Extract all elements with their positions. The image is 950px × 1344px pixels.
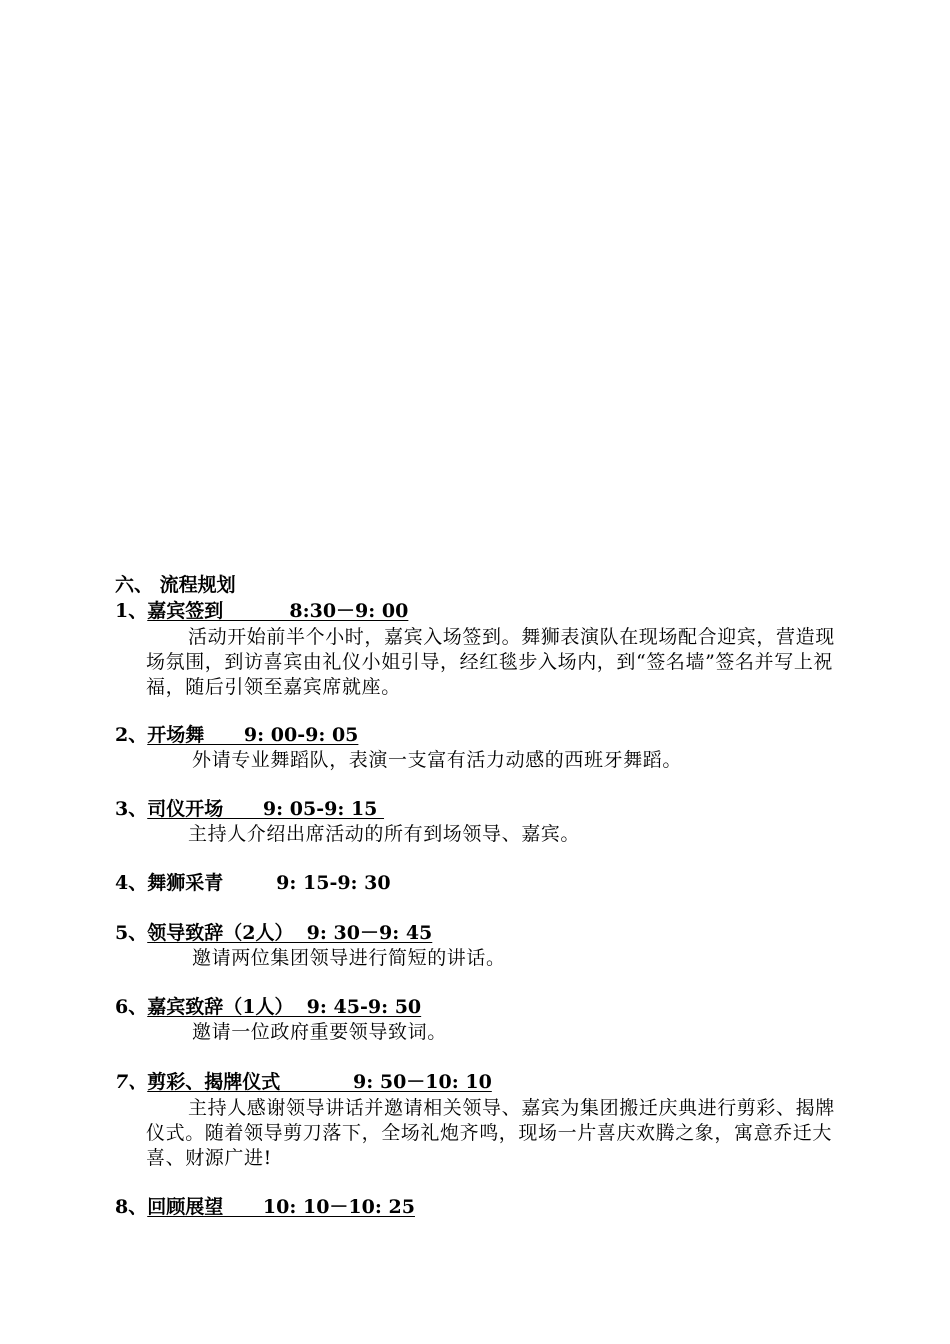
item-heading-line xyxy=(115,598,408,624)
item-description: 邀请一位政府重要领导致词。 xyxy=(192,1021,447,1043)
item-heading-line xyxy=(115,722,358,748)
item-heading: 开场舞 9: 00-9: 05 xyxy=(147,724,359,746)
item-number: 4、 xyxy=(115,872,148,894)
item-description: 邀请两位集团领导进行简短的讲话。 xyxy=(192,947,506,969)
item-number: 1、 xyxy=(115,600,148,622)
item-heading-line xyxy=(115,796,384,822)
item-number: 2、 xyxy=(115,724,148,746)
item-number: 7、 xyxy=(115,1071,148,1093)
item-heading: 领导致辞（2人） 9: 30－9: 45 xyxy=(147,922,433,944)
item-number: 6、 xyxy=(115,996,148,1018)
item-heading: 嘉宾签到 8:30－9: 00 xyxy=(147,600,409,622)
item-heading: 剪彩、揭牌仪式 9: 50－10: 10 xyxy=(147,1071,492,1093)
item-number: 3、 xyxy=(115,798,148,820)
item-heading-line xyxy=(115,1194,415,1220)
item-description: 活动开始前半个小时，嘉宾入场签到。舞狮表演队在现场配合迎宾，营造现场氛围，到访喜宾由礼仪小姐引导，经红毯步入场内，到“签名墙”签名并写上祝福，随后引领至嘉宾席就座。 xyxy=(146,626,835,698)
item-heading: 司仪开场 9: 05-9: 15 xyxy=(147,798,385,820)
item-heading-line xyxy=(115,994,421,1020)
item-heading-line xyxy=(115,870,391,896)
item-heading: 舞狮采青 9: 15-9: 30 xyxy=(147,872,391,894)
item-heading: 回顾展望 10: 10－10: 25 xyxy=(147,1196,415,1218)
item-description: 主持人感谢领导讲话并邀请相关领导、嘉宾为集团搬迁庆典进行剪彩、揭牌仪式。随着领导剪刀落下，全场礼炮齐鸣，现场一片喜庆欢腾之象，寓意乔迁大喜、财源广进! xyxy=(146,1097,835,1169)
item-heading: 嘉宾致辞（1人） 9: 45-9: 50 xyxy=(147,996,422,1018)
section-title: 六、 流程规划 xyxy=(115,574,236,596)
item-number: 8、 xyxy=(115,1196,148,1218)
item-description: 外请专业舞蹈队，表演一支富有活力动感的西班牙舞蹈。 xyxy=(192,749,683,771)
item-number: 5、 xyxy=(115,922,148,944)
item-description: 主持人介绍出席活动的所有到场领导、嘉宾。 xyxy=(188,823,581,845)
item-heading-line xyxy=(115,920,432,946)
item-heading-line xyxy=(115,1069,492,1095)
